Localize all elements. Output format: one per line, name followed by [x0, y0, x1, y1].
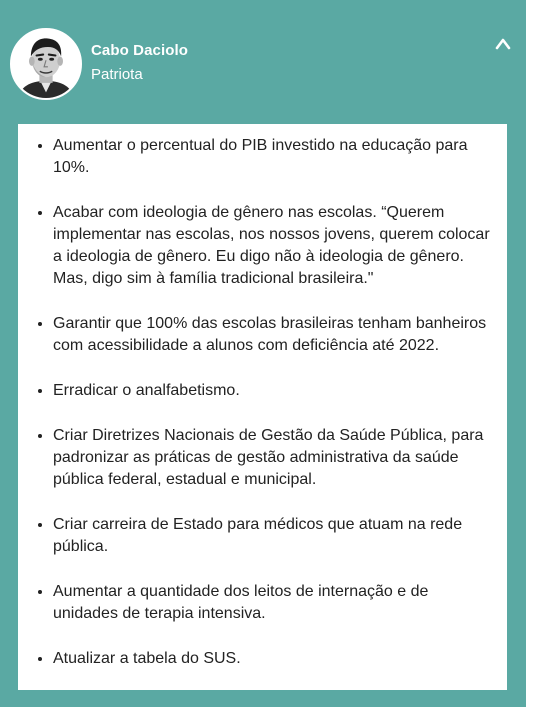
list-item: • Criar carreira de Estado para médicos que atuam na rede pública.: [53, 513, 493, 558]
list-item: • Acabar com ideologia de gênero nas escolas. “Querem implementar nas escolas, nos nossos jovens, querem colocar a ideologia de gênero. Eu digo não à ideologia de gênero. Mas, digo sim à família tradicional brasileira.": [53, 201, 493, 290]
list-item: • Aumentar o percentual do PIB investido na educação para 10%.: [53, 134, 493, 179]
list-item: • Atualizar a tabela do SUS.: [53, 647, 493, 670]
proposals-panel: [18, 124, 507, 690]
candidate-party: Patriota: [91, 66, 143, 83]
chevron-up-icon[interactable]: [492, 34, 514, 54]
list-item: • Aumentar a quantidade dos leitos de internação e de unidades de terapia intensiva.: [53, 580, 493, 625]
candidate-avatar: [10, 28, 82, 100]
list-item: • Garantir que 100% das escolas brasileiras tenham banheiros com acessibilidade a alunos com deficiência até 2022.: [53, 312, 493, 357]
proposals-list: [18, 134, 493, 670]
list-item: • Criar Diretrizes Nacionais de Gestão da Saúde Pública, para padronizar as práticas de gestão administrativa da saúde pública federal, estadual e municipal.: [53, 424, 493, 491]
portrait-illustration: [12, 30, 80, 98]
candidate-name: Cabo Daciolo: [91, 42, 189, 59]
candidate-header[interactable]: [0, 0, 526, 120]
list-item: • Erradicar o analfabetismo.: [53, 379, 493, 402]
